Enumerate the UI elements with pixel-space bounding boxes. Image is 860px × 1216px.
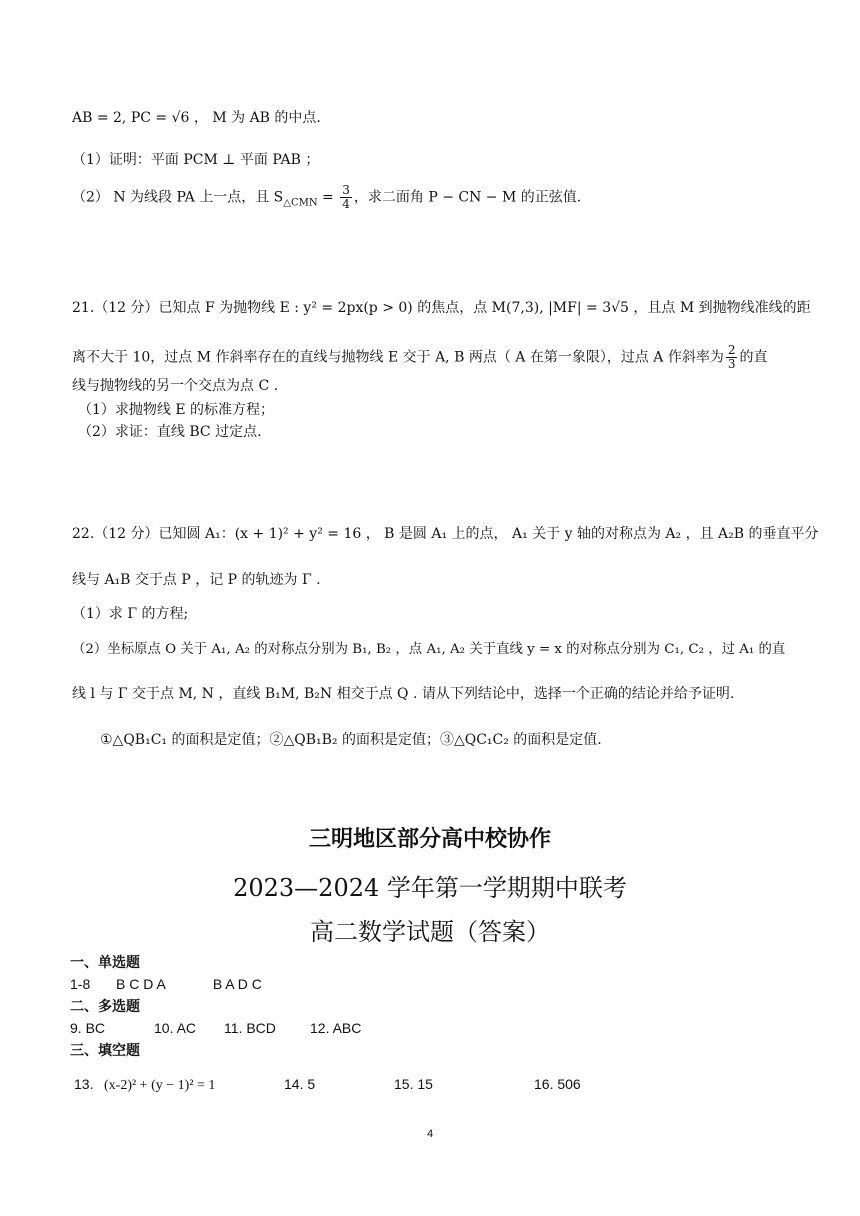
- q21-fraction: [726, 344, 738, 371]
- answer-subject-title: 高二数学试题（答案）: [310, 918, 550, 946]
- section1-group1: B C D A: [116, 976, 166, 992]
- q20-part2-subscript: △CMN: [283, 197, 318, 209]
- answer-11: 11. BCD: [224, 1020, 276, 1036]
- section3-title: 三、填空题: [70, 1042, 140, 1058]
- q21-line2: [72, 344, 790, 371]
- section1-answers: [70, 974, 790, 994]
- q21-fraction-den: 3: [727, 357, 736, 371]
- q20-part2-text-b: ，求二面角 P − CN − M 的正弦值.: [353, 189, 582, 206]
- q21-part1: （1）求抛物线 E 的标准方程；: [78, 402, 275, 418]
- answer-9: 9. BC: [70, 1020, 106, 1036]
- q20-fraction-den: 4: [342, 197, 350, 211]
- q22-line1: 22.（12 分）已知圆 A₁：(x + 1)² + y² = 16 ， B 是圆 A₁ 上的点， A₁ 关于 y 轴的对称点为 A₂ ，且 A₂B 的垂直平分: [72, 526, 819, 542]
- q20-part1: （1）证明：平面 PCM ⊥ 平面 PAB ；: [72, 152, 320, 168]
- answer-14: 14. 5: [284, 1076, 316, 1092]
- section1-group2: B A D C: [212, 976, 262, 992]
- q20-part2-text-a: （2） N 为线段 PA 上一点，且 S: [72, 189, 284, 206]
- section1-title: 一、单选题: [70, 954, 140, 970]
- q20-fraction-num: 3: [342, 183, 350, 197]
- q22-part1: （1）求 Γ 的方程;: [72, 606, 189, 622]
- section2-title: 二、多选题: [70, 998, 140, 1014]
- q21-fraction-num: 2: [727, 343, 736, 357]
- q21-line3: 线与抛物线的另一个交点为点 C .: [72, 378, 279, 394]
- q20-fraction: [340, 184, 352, 211]
- answer-13: (x-2)² + (y − 1)² = 1: [104, 1078, 216, 1093]
- q22-part2-line2: 线 l 与 Γ 交于点 M, N ，直线 B₁M, B₂N 相交于点 Q . 请从下列结论中，选择一个正确的结论并给予证明.: [72, 686, 735, 702]
- q22-options: ①△QB₁C₁ 的面积是定值；②△QB₁B₂ 的面积是定值；③△QC₁C₂ 的面积是定值.: [100, 732, 602, 748]
- q21-line2-text-b: 的直: [739, 349, 768, 366]
- section3-answers: [74, 1074, 790, 1096]
- answer-school-title: 三明地区部分高中校协作: [308, 826, 551, 851]
- q21-line2-text-a: 离不大于 10，过点 M 作斜率存在的直线与抛物线 E 交于 A, B 两点（ A 在第一象限），过点 A 作斜率为: [72, 349, 724, 366]
- q21-part2: （2）求证：直线 BC 过定点.: [78, 424, 262, 440]
- answer-15: 15. 15: [394, 1076, 433, 1092]
- answer-10: 10. AC: [154, 1020, 197, 1036]
- q22-part2-line1: （2）坐标原点 O 关于 A₁, A₂ 的对称点分别为 B₁, B₂ ，点 A₁, A₂ 关于直线 y = x 的对称点分别为 C₁, C₂ ，过 A₁ 的直: [72, 642, 786, 657]
- answer-16: 16. 506: [534, 1076, 581, 1092]
- page-number: 4: [426, 1128, 434, 1140]
- section1-range: 1-8: [70, 976, 91, 992]
- answer-12: 12. ABC: [310, 1020, 362, 1036]
- q22-line2: 线与 A₁B 交于点 P ，记 P 的轨迹为 Γ .: [72, 572, 321, 588]
- answer-13-number: 13.: [74, 1076, 94, 1092]
- q20-part2-eq: =: [317, 189, 339, 206]
- q21-line1: 21.（12 分）已知点 F 为抛物线 E : y² = 2px(p > 0) 的焦点，点 M(7,3), |MF| = 3√5 ，且点 M 到抛物线准线的距: [72, 300, 811, 316]
- answer-exam-title: 2023—2024 学年第一学期期中联考: [233, 874, 627, 902]
- section2-answers: [70, 1018, 790, 1038]
- q20-given: AB = 2, PC = √6 ， M 为 AB 的中点.: [72, 110, 321, 126]
- q20-part2: [72, 184, 790, 211]
